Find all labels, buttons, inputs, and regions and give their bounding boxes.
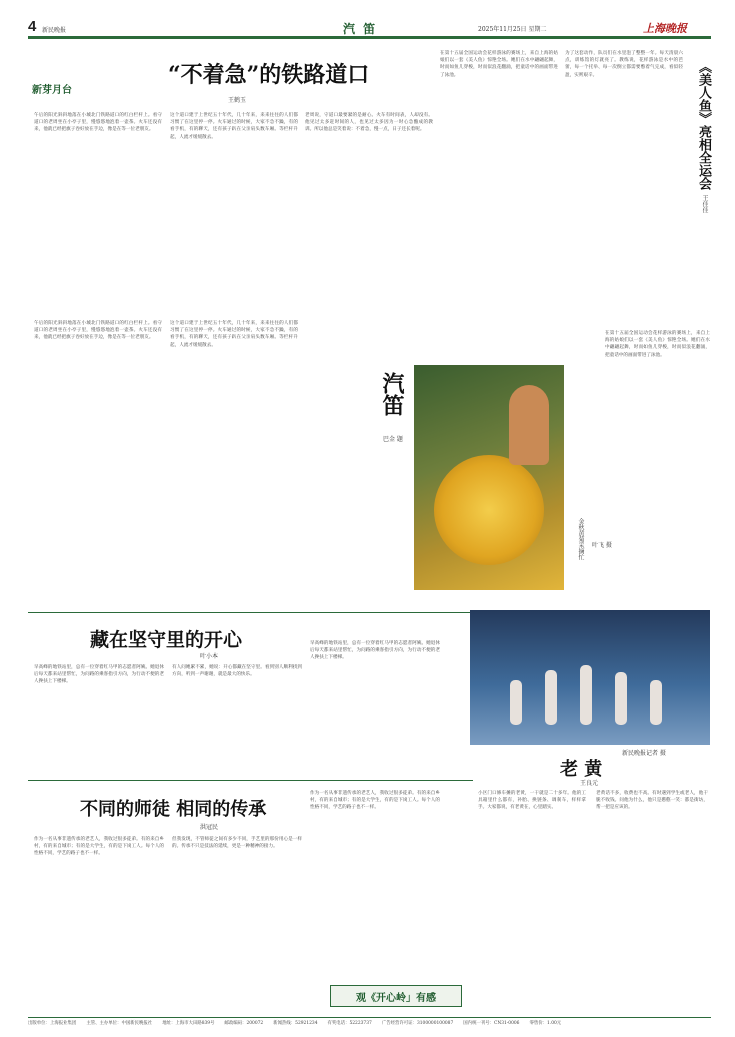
section-divider bbox=[28, 780, 473, 781]
article4-title: 老 黄 bbox=[560, 759, 603, 780]
article3-title: 不同的师徒 相同的传承 bbox=[80, 799, 267, 820]
lead-article-title: “不着急”的铁路道口 bbox=[168, 62, 370, 88]
photo1-caption: 金秋黄菊采摘忙 bbox=[577, 518, 584, 560]
lead-paragraph: 午后的阳光斜斜地落在小城北门铁路道口的红白栏杆上。看守道口的老周坐在小亭子里，慢悠悠地泡着一壶茶。火车还没有来，他就已经把旗子卷好放在手边，像是在等一位老朋友。 bbox=[34, 113, 162, 133]
lead-article-byline: 王鹤玉 bbox=[228, 97, 247, 104]
lead-col-2 bbox=[170, 112, 298, 312]
article2-col-3 bbox=[310, 640, 440, 774]
footer-item: 国内统一刊号：CN31-0006 bbox=[463, 1021, 520, 1026]
calligraphy-caption: 巴金 题 bbox=[383, 436, 403, 443]
footer-item: 广告经营许可证：3100000100087 bbox=[381, 1021, 454, 1026]
column-tag-label: 新芽月台 bbox=[32, 85, 72, 96]
column-tag bbox=[32, 78, 112, 96]
footer-item: 新闻热线：52921234 bbox=[273, 1021, 318, 1026]
header-rule bbox=[28, 36, 711, 39]
article3-col-1 bbox=[34, 836, 164, 1016]
lead-paragraph: 老周说，守道口最要紧的是耐心。火车有时间表，人却没有。他见过太多赶时间的人，也见过太多因为一时心急酿成的教训。所以他总是笑着说：不着急，慢一点，日子还长着呢。 bbox=[305, 113, 433, 133]
article2-paragraph: 有人问她累不累，她说：开心都藏在坚守里。看到别人顺利找到方向，听到一声谢谢，就是最大的快乐。 bbox=[172, 665, 302, 678]
side-col-3 bbox=[605, 330, 710, 620]
footer-item: 地址：上海市大田路839号 bbox=[162, 1021, 215, 1026]
lead-col-4 bbox=[34, 320, 162, 470]
page-number: 4 bbox=[28, 18, 37, 35]
photo-chrysanthemum bbox=[414, 365, 564, 590]
harvest-worker bbox=[509, 385, 549, 465]
lead-paragraph: 这个道口建于上世纪五十年代，几十年来，来来往往的人们都习惯了在这里停一停。火车通过的时候，大家不急不躁，有的看手机，有的聊天，还有孩子趴在父亲肩头数车厢。等栏杆升起，人流才缓缓散去。 bbox=[170, 113, 298, 140]
footer-item: 主管、主办单位：中国新民晚报社 bbox=[86, 1021, 153, 1026]
promo-label: 观《开心岭」有感 bbox=[356, 993, 436, 1004]
paper-name: 新民晚报 bbox=[42, 27, 67, 34]
photo1-credit: 叶飞 摄 bbox=[592, 542, 612, 549]
performer-figure bbox=[545, 670, 557, 725]
performer-figure bbox=[650, 680, 662, 725]
side-column-byline: 王佳佳 bbox=[701, 195, 708, 213]
lead-paragraph-continued: 午后的阳光斜斜地落在小城北门铁路道口的红白栏杆上。看守道口的老周坐在小亭子里，慢悠悠地泡着一壶茶。火车还没有来，他就已经把旗子卷好放在手边，像是在等一位老朋友。 bbox=[34, 321, 162, 341]
article2-paragraph: 早高峰的地铁站里，总有一位穿着红马甲的志愿者阿姨。她退休后每天都来站里帮忙，为问路的乘客指引方向，为行动不便的老人搀扶上下楼梯。 bbox=[34, 665, 164, 685]
performer-figure bbox=[615, 672, 627, 725]
flower-basket bbox=[434, 455, 544, 565]
side-column-title: 《美人鱼》亮相全运会 bbox=[696, 60, 711, 190]
performer-figure bbox=[510, 680, 522, 725]
article4-paragraph: 小区门口修车摊的老黄，一干就是二十多年。他的工具箱里什么都有，补胎、换链条、调刹车，样样拿手。大家都说，有老黄在，心里踏实。 bbox=[478, 791, 586, 811]
article2-paragraph-continued: 早高峰的地铁站里，总有一位穿着红马甲的志愿者阿姨。她退休后每天都来站里帮忙，为问路的乘客指引方向，为行动不便的老人搀扶上下楼梯。 bbox=[310, 641, 440, 661]
article4-col-2 bbox=[596, 790, 708, 1010]
article3-paragraph-continued: 作为一名从事非遗传承的老艺人，我收过很多徒弟。有的来自乡村，有的来自城市；有的是大学生，有的是下岗工人。每个人的性格不同，学艺的路子也不一样。 bbox=[310, 791, 440, 811]
edition-title: 汽 笛 bbox=[343, 22, 378, 36]
side-paragraph: 在第十五届全国运动会花样游泳的赛场上，来自上海的姑娘们以一套《美人鱼》惊艳全场。她们在水中翩翩起舞，时而如鱼儿穿梭，时而似浪花翻涌，把童话中的画面带进了泳池。 bbox=[440, 51, 558, 78]
photo-performance bbox=[470, 610, 710, 745]
article2-title: 藏在坚守里的开心 bbox=[90, 629, 243, 651]
article3-col-3 bbox=[310, 790, 440, 990]
section-divider bbox=[28, 612, 473, 613]
issue-date: 2025年11月25日 星期二 bbox=[478, 26, 547, 33]
side-col-1 bbox=[440, 50, 558, 370]
header-bar bbox=[28, 18, 711, 36]
lead-col-5 bbox=[170, 320, 298, 470]
article2-col-1 bbox=[34, 664, 164, 774]
side-paragraph: 为了这套动作，队员们在水里泡了整整一年。每天清晨六点，训练馆的灯就亮了。教练说，花样游泳是水中的芭蕾，每一个托举、每一次倒立都需要憋着气完成，看似轻盈，实则艰辛。 bbox=[565, 51, 683, 78]
photo2-caption: 新民晚报记者 摄 bbox=[622, 750, 666, 757]
calligraphy-title: 汽笛 bbox=[379, 372, 405, 416]
side-paragraph-continued: 在第十五届全国运动会花样游泳的赛场上，来自上海的姑娘们以一套《美人鱼》惊艳全场。她们在水中翩翩起舞，时而如鱼儿穿梭，时而似浪花翻涌，把童话中的画面带进了泳池。 bbox=[605, 331, 710, 358]
performer-figure bbox=[580, 665, 592, 725]
lead-col-3 bbox=[305, 112, 433, 312]
lead-col-1 bbox=[34, 112, 162, 312]
lead-paragraph-continued: 这个道口建于上世纪五十年代，几十年来，来来往往的人们都习惯了在这里停一停。火车通过的时候，大家不急不躁，有的看手机，有的聊天，还有孩子趴在父亲肩头数车厢。等栏杆升起，人流才缓缓散去。 bbox=[170, 321, 298, 348]
footer-rule bbox=[28, 1017, 711, 1018]
promo-box bbox=[330, 985, 462, 1007]
article4-paragraph: 老黄话不多，收费也不高。有时遇到学生或老人，他干脆不收钱。问他为什么，他只是憨憨一笑：都是街坊，帮一把是应该的。 bbox=[596, 791, 708, 811]
footer-item: 零售价：1.00元 bbox=[529, 1021, 562, 1026]
masthead-logo: 上海晚报 bbox=[643, 22, 687, 35]
article3-col-2 bbox=[172, 836, 302, 1016]
article4-byline: 王良元 bbox=[580, 780, 599, 787]
article4-col-1 bbox=[478, 790, 586, 1010]
article2-byline: 叶小本 bbox=[200, 653, 219, 660]
footer-item: 邮政编码：200072 bbox=[224, 1021, 264, 1026]
footer-item: 有奖电话：52223737 bbox=[327, 1021, 372, 1026]
footer-info bbox=[28, 1020, 711, 1034]
article3-paragraph: 但我发现，不管师徒之间有多少不同，手艺里的那份用心是一样的。传承不只是技法的延续，更是一种精神的接力。 bbox=[172, 837, 302, 850]
article3-paragraph: 作为一名从事非遗传承的老艺人，我收过很多徒弟。有的来自乡村，有的来自城市；有的是大学生，有的是下岗工人。每个人的性格不同，学艺的路子也不一样。 bbox=[34, 837, 164, 857]
article3-byline: 洪冠民 bbox=[200, 824, 219, 831]
footer-item: 出版单位：上海报业集团 bbox=[28, 1021, 77, 1026]
article2-col-2 bbox=[172, 664, 302, 774]
